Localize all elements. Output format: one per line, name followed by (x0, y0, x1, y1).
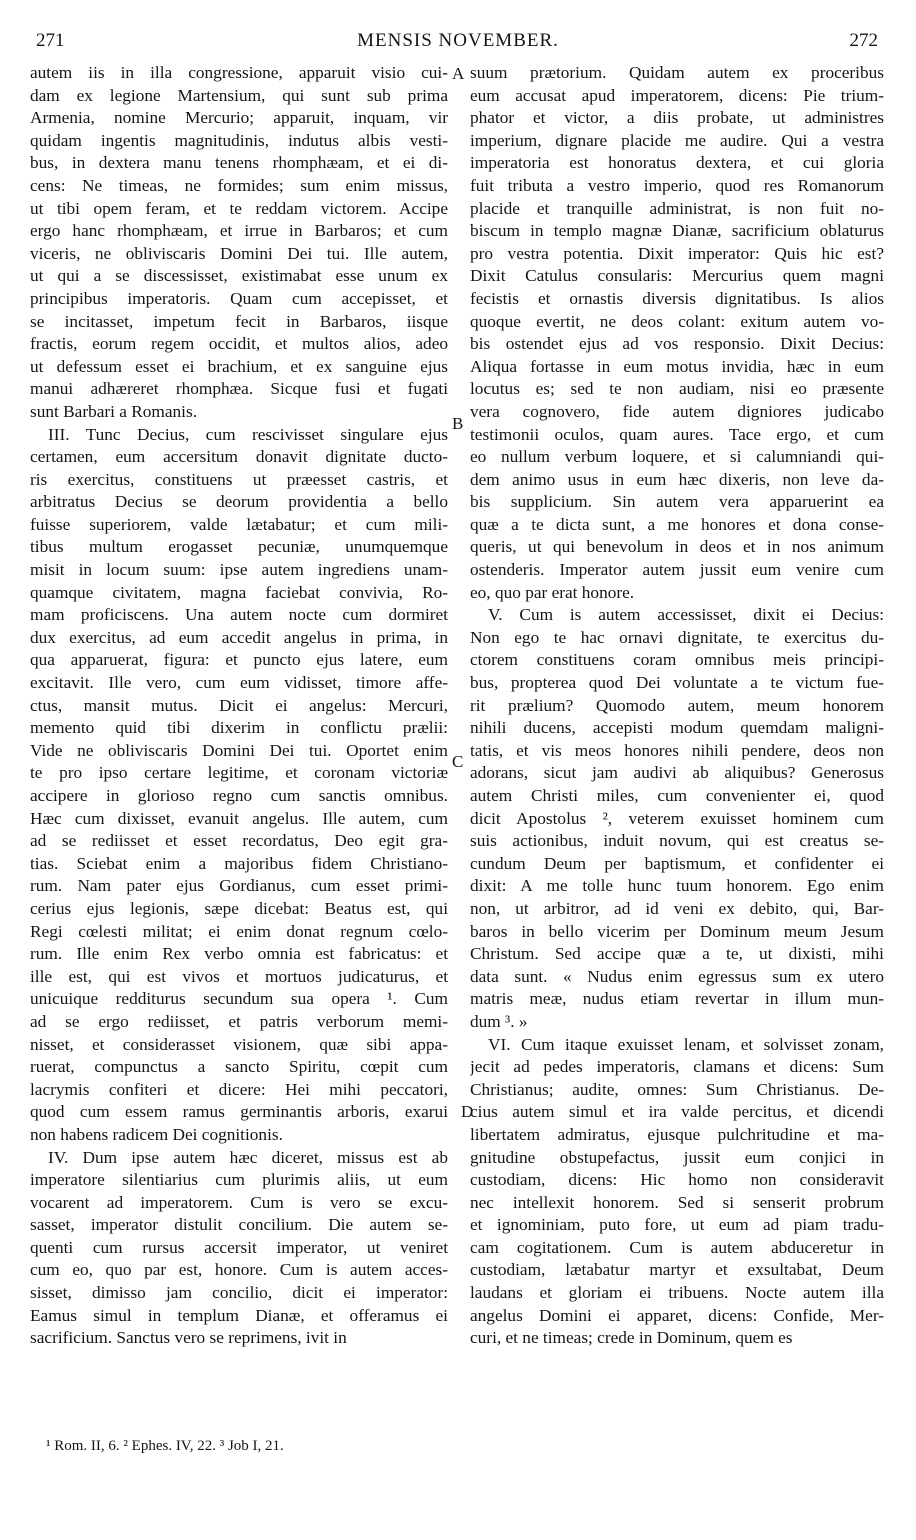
text-line: curi, et ne timeas; crede in Dominum, quem es (470, 1328, 793, 1348)
text-line: arbitratus Decius se deorum providentia a bello (30, 492, 448, 512)
text-line: autem iis in illa congressione, apparuit visio cui- (30, 63, 448, 82)
text-line: quoque evertit, ne deos colant: exitum autem vo- (470, 311, 884, 331)
text-line: Dixit Catulus consularis: Mercurius quem magni (470, 266, 884, 286)
text-line: vera cognovero, fide autem digniores judicabo (470, 401, 884, 421)
text-line: Eamus simul in templum Dianæ, et offeramus ei (30, 1305, 448, 1325)
text-line: Hæc cum dixisset, evanuit angelus. Ille autem, cum (30, 808, 448, 828)
text-line: quamque civitatem, magna faciebat convivia, Ro- (30, 582, 448, 602)
text-line: non, ut arbitror, ad id veni ex debito, qui, Bar- (470, 898, 884, 918)
margin-letter-b: B (452, 414, 464, 433)
page-number-left: 271 (36, 30, 65, 51)
text-line: se incitasset, impetum fecit in Barbaros, iisque (30, 311, 448, 331)
text-line: memento quid tibi dixerim in conflictu prælii: (30, 718, 448, 738)
page-header (0, 30, 916, 56)
text-line: imperium, dignare placide me audire. Qui a vestra (470, 130, 884, 150)
text-line: sunt Barbari a Romanis. (30, 401, 198, 421)
text-line: custodiam, lætabatur martyr et exsultabat, Deum (470, 1260, 884, 1280)
text-line: ctus, mansit mutus. Dicit ei angelus: Mercuri, (30, 695, 448, 715)
text-line: custodiam, dicens: Hic homo non consideravit (470, 1170, 884, 1190)
text-line: rum. Nam pater ejus Gordianus, cum esset primi- (30, 876, 448, 896)
text-line: Christum. Sed accipe quæ a te, ut dixisti, mihi (470, 944, 884, 964)
text-line: quod cum essem ramus germinantis arboris, exarui (30, 1102, 448, 1122)
text-line: mam proficiscens. Una autem nocte cum dormiret (30, 605, 448, 625)
text-line: ostenderis. Imperator autem jussit eum venire cum (470, 560, 884, 580)
text-line: manui adhæreret rhomphæa. Sicque fusi et fugati (30, 379, 448, 399)
margin-letter-d: D (461, 1102, 474, 1121)
text-line: ille est, qui est vivos et mortuos judicaturus, et (30, 966, 448, 986)
text-line: ctorem constituens coram omnibus meis principi- (470, 650, 884, 670)
text-line: ut tibi opem feram, et te reddam victorem. Accipe (30, 198, 448, 218)
page-number-right: 272 (849, 30, 878, 51)
text-line: fecistis et ornastis diversis dignitatibus. Is alios (470, 288, 884, 308)
text-line: ut qui a se discessisset, existimabat esse unum ex (30, 266, 448, 286)
text-line: ut defessum esset ei brachium, et ex sanguine ejus (30, 356, 448, 376)
text-line: misit in locum suum: ipse autem ingrediens unam- (30, 560, 448, 580)
text-line: pro vestra potentia. Dixit imperator: Quis hic est? (470, 243, 884, 263)
text-line: lacrymis confiteri et dicere: Hei mihi peccatori, (30, 1079, 448, 1099)
text-line: V. Cum is autem accessisset, dixit ei Decius: (488, 605, 884, 625)
text-line: eum accusat apud imperatorem, dicens: Pie trium- (470, 85, 884, 105)
text-line: suum prætorium. Quidam autem ex proceribus (470, 63, 884, 82)
margin-letter-a: A (452, 64, 465, 83)
text-line: bus, in dextera manu tenens rhomphæam, et ei di- (30, 153, 448, 173)
text-line: laudans et gloriam ei tribuens. Nocte autem illa (470, 1283, 884, 1303)
text-line: biscum in templo magnæ Dianæ, sacrificium oblaturus (470, 221, 884, 241)
text-line: ruerat, compunctus a sancto Spiritu, cœpit cum (30, 1057, 448, 1077)
text-line: quidam ingentis magnitudinis, indutus albis vesti- (30, 130, 448, 150)
text-line: VI. Cum itaque exuisset lenam, et solvisset zonam, (488, 1034, 884, 1054)
text-line: dixit: A me tolle hunc tuum honorem. Ego enim (470, 876, 884, 896)
text-line: matris meæ, nudus etiam revertar in illum mun- (470, 989, 884, 1009)
text-line: Armenia, nomine Mercurio; apparuit, inquam, vir (30, 108, 448, 128)
text-line: jecit ad pedes imperatoris, clamans et dicens: Sum (470, 1057, 884, 1077)
text-line: accipere in glorioso regno cum sanctis omnibus. (30, 786, 448, 805)
text-line: dux exercitus, ad eum accedit angelus in prima, in (30, 627, 448, 647)
text-line: vocarent ad imperatorem. Cum is vero se excu- (30, 1192, 448, 1212)
text-line: viceris, ne obliviscaris Domini Dei tui. Ille autem, (30, 243, 448, 263)
text-line: sisset, dimisso jam concilio, dicit ei imperator: (30, 1283, 448, 1303)
text-line: imperatoria est honoratus dextera, et cui gloria (470, 153, 884, 173)
running-title: MENSIS NOVEMBER. (357, 30, 559, 51)
footnotes: ¹ Rom. II, 6. ² Ephes. IV, 22. ³ Job I, 21. (46, 1438, 284, 1454)
text-line: autem Christi miles, cum convenienter ei, quod (470, 786, 884, 805)
text-line: qua apparuerat, figura: et puncto ejus latere, eum (30, 650, 448, 670)
text-line: dum ³. » (470, 1011, 528, 1031)
text-line: ergo hanc rhomphæam, et irrue in Barbaros; et cum (30, 221, 448, 241)
text-line: suis actionibus, induit novum, qui est creatus se- (470, 831, 884, 851)
text-line: cundum Deum per baptismum, et confidenter ei (470, 853, 884, 873)
text-line: rum. Ille enim Rex verbo omnia est fabricatus: et (30, 944, 448, 964)
text-line: fractis, eorum regem occidit, et multos alios, adeo (30, 334, 448, 354)
text-line: Regi cœlesti militat; ei enim donat regnum cœlo- (30, 921, 448, 941)
text-line: data sunt. « Nudus enim egressus sum ex utero (470, 966, 884, 986)
text-line: imperatore silentiarius cum plurimis aliis, ut eum (30, 1170, 448, 1190)
text-line: angelus Domini ei apparet, dicens: Confide, Mer- (470, 1305, 884, 1325)
text-line: ad se rediisset et esset recordatus, Deo egit gra- (30, 831, 448, 851)
text-line: III. Tunc Decius, cum rescivisset singulare ejus (48, 424, 448, 444)
text-line: bus, propterea quod Dei voluntate a te victum fue- (470, 673, 884, 693)
text-line: ad se ergo rediisset, et patris verborum memi- (30, 1011, 448, 1031)
text-line: locutus es; sed te non audiam, nisi eo præsente (470, 379, 884, 399)
text-line: et ignominiam, puto fore, ut eum ad piam tradu- (470, 1215, 884, 1235)
text-line: dam ex legione Martensium, qui sunt sub prima (30, 85, 448, 105)
text-line: quæ a te dicta sunt, a me honores et dona conse- (470, 514, 884, 534)
text-line: tatis, et vis meos honores nihili pendere, deos non (470, 740, 884, 760)
text-line: bis ostendet ejus ad vos responsio. Dixit Decius: (470, 334, 884, 354)
text-line: excitavit. Ille vero, cum eum vidisset, timore affe- (30, 673, 448, 693)
text-line: Vide ne obliviscaris Domini Dei tui. Oportet enim (30, 740, 448, 760)
text-line: adorans, sicut jam audivi ab aliquibus? Generosus (470, 763, 884, 783)
text-line: non habens radicem Dei cognitionis. (30, 1124, 283, 1144)
text-line: nisset, et considerasset visionem, quæ sibi appa- (30, 1034, 448, 1054)
text-line: gnitudine obstupefactus, jussit eum conjici in (470, 1147, 884, 1167)
text-line: rit prælium? Quomodo autem, meum honorem (470, 695, 884, 715)
text-line: te pro ipso certare legitime, et coronam victoriæ (30, 763, 448, 783)
text-line: Christianus; audite, omnes: Sum Christianus. De- (470, 1079, 884, 1099)
text-line: placide et tranquille administrat, is non fuit no- (470, 198, 884, 218)
text-line: IV. Dum ipse autem hæc diceret, missus est ab (48, 1147, 448, 1167)
text-line: Aliqua fortasse in eum motus invidia, hæc in eum (470, 356, 884, 376)
text-line: sasset, imperator distulit concilium. Die autem se- (30, 1215, 448, 1235)
text-line: dicit Apostolus ², veterem exuisset hominem cum (470, 808, 884, 828)
text-line: eo nullum verbum loquere, et si calumniandi qui- (470, 447, 884, 467)
text-line: unicuique redditurus secundum sua opera ¹. Cum (30, 989, 448, 1009)
text-line: cens: Ne timeas, ne formides; sum enim missus, (30, 175, 448, 195)
left-text-column (30, 62, 448, 1350)
text-line: Non ego te hac ornavi dignitate, te exercitus du- (470, 627, 884, 647)
text-line: dem animo usus in eum hæc dixeris, non leve da- (470, 469, 884, 489)
text-line: baros in bello vicerim per Dominum meum Jesum (470, 921, 884, 941)
text-line: phator et victor, a diis probate, ut administres (470, 108, 884, 128)
text-line: queris, ut qui benevolum in deos et in nos animum (470, 537, 884, 557)
text-line: quenti cum rursus accersit imperator, ut veniret (30, 1237, 448, 1257)
right-text-column (470, 62, 884, 1350)
text-line: cerius ejus legionis, sæpe dicebat: Beatus est, qui (30, 898, 448, 918)
text-line: tibus multum erogasset pecuniæ, unumquemque (30, 537, 448, 557)
text-line: cum eo, quo par est, honore. Cum is autem acces- (30, 1260, 448, 1280)
text-line: certamen, eum accersitum donavit dignitate ducto- (30, 447, 448, 467)
text-line: testimonii oculos, quam aures. Tace ergo, et cum (470, 424, 884, 444)
text-line: libertatem admiratus, ejusque pulchritudine et ma- (470, 1124, 884, 1144)
text-line: cius autem simul et ira valde percitus, et dicendi (470, 1102, 884, 1122)
text-line: fuit tributa a vestro imperio, quod res Romanorum (470, 175, 884, 195)
text-line: fuisse superiorem, valde lætabatur; et cum mili- (30, 514, 448, 534)
margin-letter-c: C (452, 752, 464, 771)
text-line: nihili ducens, accepisti modum quemdam maligni- (470, 718, 884, 738)
text-line: eo, quo par erat honore. (470, 582, 635, 602)
text-line: sacrificium. Sanctus vero se reprimens, ivit in (30, 1328, 347, 1348)
text-line: cam cogitationem. Cum is autem abduceretur in (470, 1237, 884, 1257)
text-line: ris exercitus, constituens ut præesset castris, et (30, 469, 448, 489)
text-line: nec intellexit honorem. Sed si senserit probrum (470, 1192, 884, 1212)
text-line: principibus imperatoris. Quam cum accepisset, et (30, 288, 448, 308)
text-line: bis supplicium. Sin autem vera apparuerint ea (470, 492, 884, 512)
text-line: tias. Sciebat enim a majoribus fidem Christiano- (30, 853, 448, 873)
